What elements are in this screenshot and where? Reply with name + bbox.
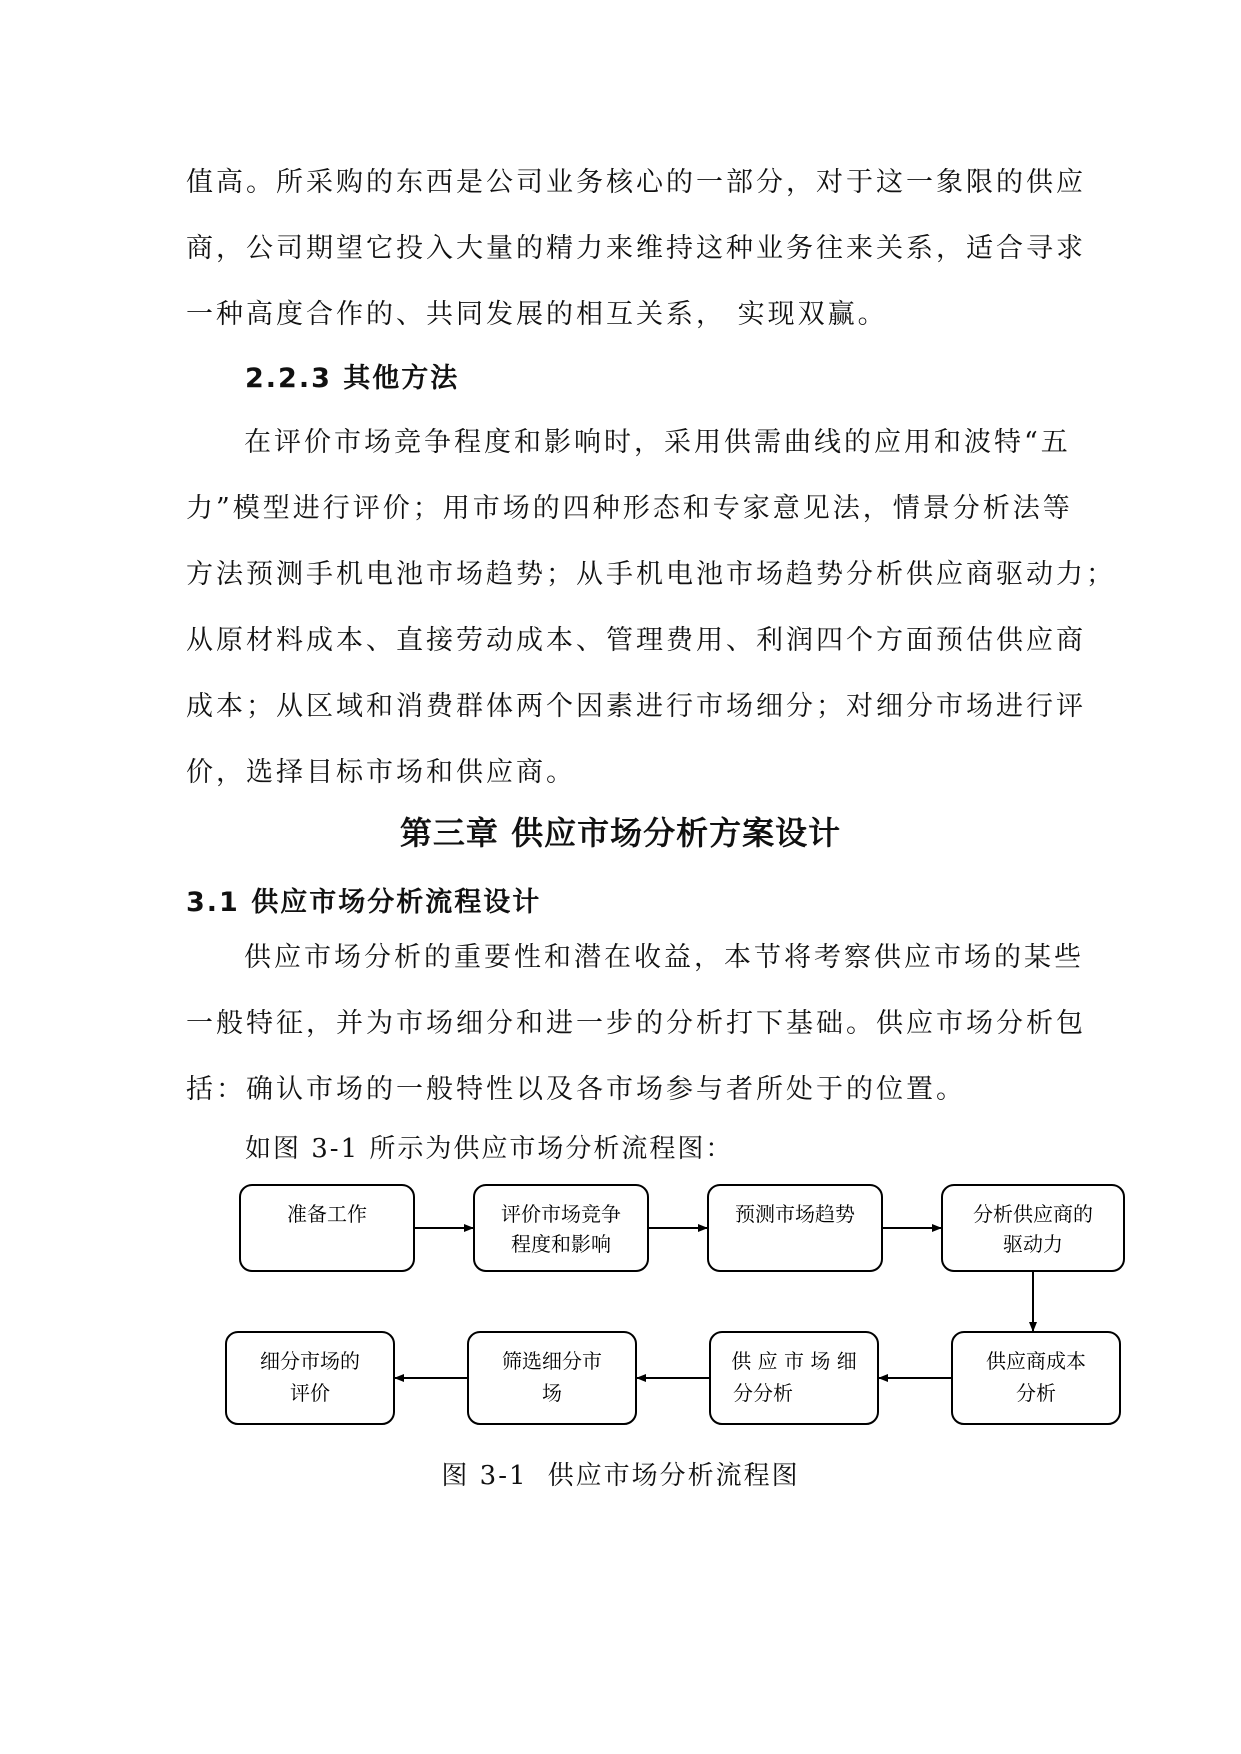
text-line: 括：确认市场的一般特性以及各市场参与者所处于的位置。	[186, 1074, 966, 1105]
figure-number: 图 3-1	[441, 1461, 528, 1491]
text-line: 方法预测手机电池市场趋势；从手机电池市场趋势分析供应商驱动力；	[186, 559, 1116, 590]
text-line: 从原材料成本、直接劳动成本、管理费用、利润四个方面预估供应商	[186, 625, 1086, 656]
text-line: 商，公司期望它投入大量的精力来维持这种业务往来关系，适合寻求	[186, 233, 1086, 264]
section-heading-2-2-3: 2.2.3 其他方法	[245, 363, 460, 394]
flow-node-supplier-drivers	[942, 1185, 1124, 1271]
figure-intro: 如图 3-1 所示为供应市场分析流程图：	[245, 1134, 734, 1164]
section-heading-3-1: 3.1 供应市场分析流程设计	[186, 887, 542, 918]
node-label: 准备工作	[287, 1202, 367, 1226]
flow-node-supplier-cost	[952, 1332, 1120, 1424]
flow-node-market-segmentation	[710, 1332, 878, 1424]
text-line: 值高。所采购的东西是公司业务核心的一部分，对于这一象限的供应	[186, 167, 1086, 198]
node-label: 预测市场趋势	[735, 1202, 855, 1226]
text-line: 力”模型进行评价；用市场的四种形态和专家意见法，情景分析法等	[186, 493, 1073, 524]
text-line: 一种高度合作的、共同发展的相互关系， 实现双赢。	[186, 299, 888, 330]
node-label: 供应商成本	[986, 1349, 1086, 1373]
node-label: 程度和影响	[511, 1232, 611, 1256]
chapter-title: 第三章 供应市场分析方案设计	[399, 814, 842, 852]
node-label: 筛选细分市	[502, 1349, 602, 1373]
flow-node-filter-segments	[468, 1332, 636, 1424]
flow-node-evaluate-competition	[474, 1185, 648, 1271]
text-line: 供应市场分析的重要性和潜在收益，本节将考察供应市场的某些	[244, 942, 1084, 973]
node-label: 驱动力	[1003, 1232, 1063, 1256]
text-line: 成本；从区域和消费群体两个因素进行市场细分；对细分市场进行评	[186, 691, 1086, 722]
node-label: 供 应 市 场 细	[731, 1349, 857, 1373]
text-line: 在评价市场竞争程度和影响时，采用供需曲线的应用和波特“五	[244, 427, 1071, 458]
figure-title: 供应市场分析流程图	[547, 1461, 800, 1491]
node-label: 分分析	[733, 1381, 793, 1405]
figure-caption	[0, 1455, 1241, 1492]
node-label: 评价市场竞争	[501, 1202, 621, 1226]
node-label: 场	[542, 1381, 562, 1405]
text-line: 一般特征，并为市场细分和进一步的分析打下基础。供应市场分析包	[186, 1008, 1086, 1039]
flow-node-evaluate-segments	[226, 1332, 394, 1424]
node-label: 分析	[1016, 1381, 1056, 1405]
node-label: 细分市场的	[260, 1349, 360, 1373]
text-line: 价，选择目标市场和供应商。	[186, 757, 576, 788]
node-label: 分析供应商的	[973, 1202, 1093, 1226]
flow-node-prepare	[240, 1185, 414, 1271]
node-label: 评价	[290, 1381, 330, 1405]
flow-node-forecast-trend	[708, 1185, 882, 1271]
